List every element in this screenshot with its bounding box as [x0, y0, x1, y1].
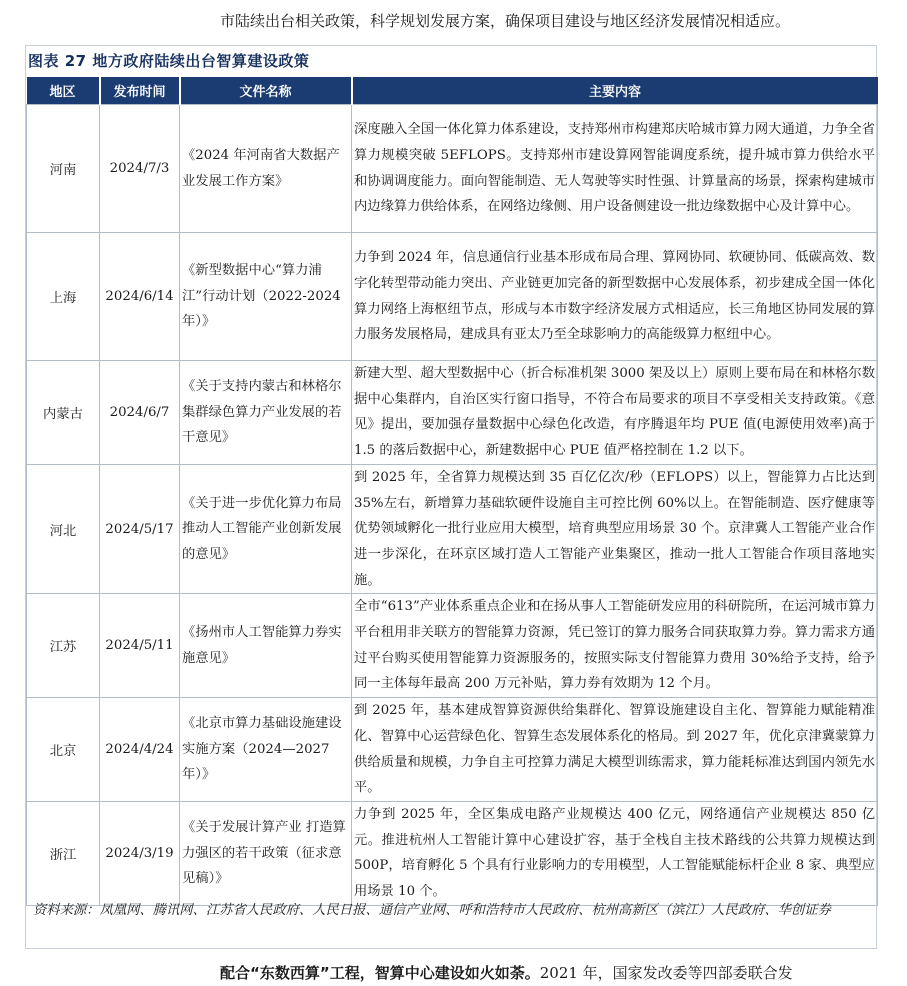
date-cell: 2024/5/11	[100, 594, 180, 698]
figure-caption: 图表 27 地方政府陆续出台智算建设政策	[28, 52, 310, 70]
table-row	[27, 698, 878, 802]
table-row	[27, 233, 878, 361]
date-cell: 2024/5/17	[100, 464, 180, 594]
date-cell: 2024/7/3	[100, 105, 180, 233]
region-cell: 内蒙古	[27, 361, 100, 465]
next-paragraph	[220, 960, 793, 986]
document-cell: 《扬州市人工智能算力券实施意见》	[180, 594, 352, 698]
table-row	[27, 464, 878, 594]
table-row	[27, 105, 878, 233]
table-row	[27, 801, 878, 905]
policy-table	[26, 77, 878, 906]
content-cell: 力争到 2024 年，信息通信行业基本形成布局合理、算网协同、软硬协同、低碳高效、数字化转型带动能力突出、产业链更加完备的新型数据中心发展体系，初步建成全国一体化算力网络上海枢纽节点，形成与本市数字经济发展方式相适应，长三角地区协同发展的算力服务发展格局，建成具有亚太乃至全球影响力的高能级算力枢纽中心。	[352, 233, 878, 361]
region-cell: 河北	[27, 464, 100, 594]
region-cell: 河南	[27, 105, 100, 233]
document-cell: 《关于发展计算产业 打造算力强区的若干政策（征求意见稿）》	[180, 801, 352, 905]
region-cell: 上海	[27, 233, 100, 361]
document-cell: 《关于支持内蒙古和林格尔集群绿色算力产业发展的若干意见》	[180, 361, 352, 465]
content-cell: 到 2025 年，基本建成智算资源供给集群化、智算设施建设自主化、智算能力赋能精准化、智算中心运营绿色化、智算生态发展体系化的格局。到 2027 年，优化京津冀蒙算力供给质量和规模，力争自主可控算力满足大模型训练需求，算力能耗标准达到国内领先水平。	[352, 698, 878, 802]
document-cell: 《2024 年河南省大数据产业发展工作方案》	[180, 105, 352, 233]
document-cell: 《新型数据中心“算力浦江”行动计划（2022-2024 年）》	[180, 233, 352, 361]
date-cell: 2024/4/24	[100, 698, 180, 802]
document-cell: 《北京市算力基础设施建设实施方案（2024—2027 年）》	[180, 698, 352, 802]
header-document: 文件名称	[180, 77, 352, 105]
header-region: 地区	[27, 77, 100, 105]
date-cell: 2024/6/14	[100, 233, 180, 361]
content-cell: 力争到 2025 年，全区集成电路产业规模达 400 亿元，网络通信产业规模达 850 亿元。推进杭州人工智能计算中心建设扩容，基于全栈自主技术路线的公共算力规模达到 500P，培育孵化 5 个具有行业影响力的专用模型，人工智能赋能标杆企业 8 家、典型应用场景 10 个。	[352, 801, 878, 905]
next-paragraph-text: 2021 年，国家发改委等四部委联合发	[539, 964, 793, 982]
content-cell: 全市“613”产业体系重点企业和在扬从事人工智能研发应用的科研院所，在运河城市算力平台租用非关联方的智能算力资源，凭已签订的算力服务合同获取算力券。算力需求方通过平台购买使用智能算力资源服务的，按照实际支付智能算力费用 30%给予支持，给予同一主体每年最高 200 万元补贴，算力券有效期为 12 个月。	[352, 594, 878, 698]
date-cell: 2024/6/7	[100, 361, 180, 465]
date-cell: 2024/3/19	[100, 801, 180, 905]
intro-text: 市陆续出台相关政策，科学规划发展方案，确保项目建设与地区经济发展情况相适应。	[220, 12, 791, 30]
source-note: 资料来源：凤凰网、腾讯网、江苏省人民政府、人民日报、通信产业网、呼和浩特市人民政府、杭州高新区（滨江）人民政府、华创证券	[33, 903, 831, 918]
next-paragraph-heading: 配合“东数西算”工程，智算中心建设如火如荼。	[220, 964, 540, 982]
document-cell: 《关于进一步优化算力布局推动人工智能产业创新发展的意见》	[180, 464, 352, 594]
content-cell: 深度融入全国一体化算力体系建设，支持郑州市构建郑庆哈城市算力网大通道，力争全省算力规模突破 5EFLOPS。支持郑州市建设算网智能调度系统，提升城市算力供给水平和协调调度能力。面向智能制造、无人驾驶等实时性强、计算量高的场景，探索构建城市内边缘算力供给体系，在网络边缘侧、用户设备侧建设一批边缘数据中心及计算中心。	[352, 105, 878, 233]
header-content: 主要内容	[352, 77, 878, 105]
region-cell: 浙江	[27, 801, 100, 905]
region-cell: 江苏	[27, 594, 100, 698]
region-cell: 北京	[27, 698, 100, 802]
table-row	[27, 361, 878, 465]
table-header-row	[27, 77, 878, 105]
header-date: 发布时间	[100, 77, 180, 105]
content-cell: 到 2025 年，全省算力规模达到 35 百亿亿次/秒（EFLOPS）以上，智能算力占比达到 35%左右，新增算力基础软硬件设施自主可控比例 60%以上。在智能制造、医疗健康等优势领域孵化一批行业应用大模型，培育典型应用场景 30 个。京津冀人工智能产业合作进一步深化，在环京区域打造人工智能产业集聚区，推动一批人工智能合作项目落地实施。	[352, 464, 878, 594]
content-cell: 新建大型、超大型数据中心（折合标准机架 3000 架及以上）原则上要布局在和林格尔数据中心集群内，自治区实行窗口指导，不符合布局要求的项目不享受相关支持政策。《意见》提出，要加强存量数据中心绿色化改造，有序腾退年均 PUE 值(电源使用效率)高于 1.5 的落后数据中心，新建数据中心 PUE 值严格控制在 1.2 以下。	[352, 361, 878, 465]
table-row	[27, 594, 878, 698]
